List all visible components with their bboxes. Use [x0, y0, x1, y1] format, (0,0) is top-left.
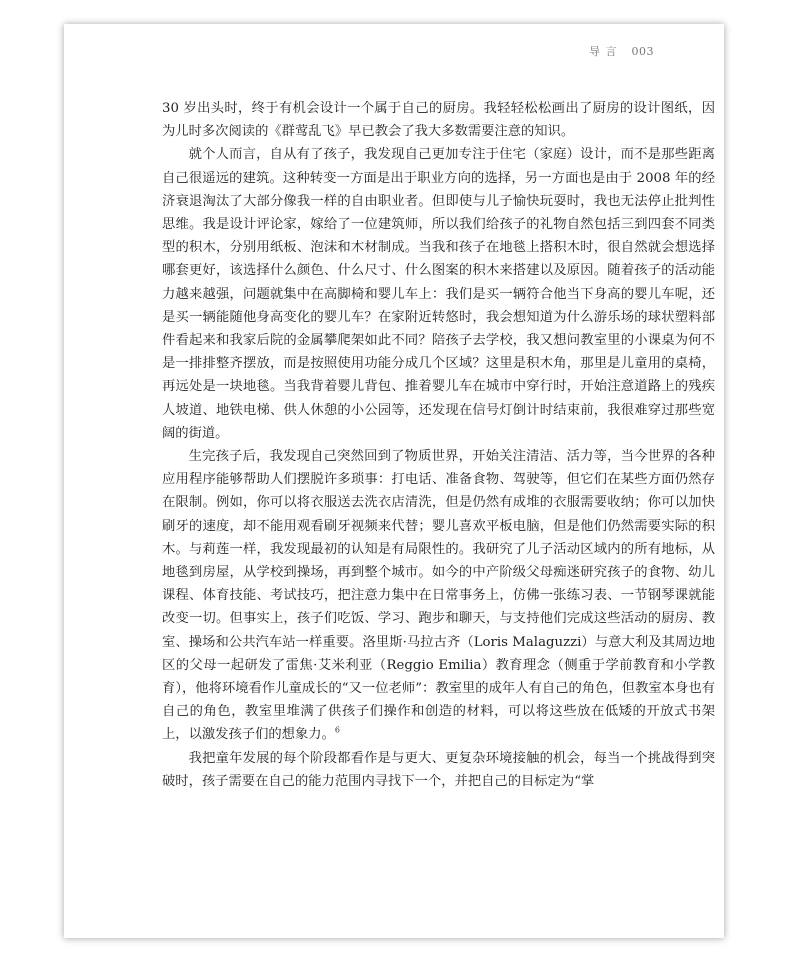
running-head	[589, 43, 654, 59]
book-page	[64, 24, 724, 938]
paragraph-3-text: 生完孩子后，我发现自己突然回到了物质世界，开始关注清洁、活力等，当今世界的各种应用程序能够帮助人们摆脱许多琐事：打电话、准备食物、驾驶等，但它们在某些方面仍然存在限制。例如，你可以将衣服送去洗衣店清洗，但是仍然有成堆的衣服需要收纳；你可以加快刷牙的速度，却不能用观看刷牙视频来代替；婴儿喜欢平板电脑，但是他们仍然需要实际的积木。与莉莲一样，我发现最初的认知是有局限性的。我研究了儿子活动区域内的所有地标，从地毯到房屋，从学校到操场，再到整个城市。如今的中产阶级父母痴迷研究孩子的食物、幼儿课程、体育技能、考试技巧，把注意力集中在日常事务上，仿佛一张练习表、一节钢琴课就能改变一切。但事实上，孩子们吃饭、学习、跑步和聊天，与支持他们完成这些活动的厨房、教室、操场和公共汽车站一样重要。洛里斯·马拉古齐（Loris Malaguzzi）与意大利及其周边地区的父母一起研发了雷焦·艾米利亚（Reggio Emilia）教育理念（侧重于学前教育和小学教育），他将环境看作儿童成长的“又一位老师”：教室里的成年人有自己的角色，但教室本身也有自己的角色，教室里堆满了供孩子们操作和创造的材料，可以将这些放在低矮的开放式书架上，以激发孩子们的想象力。	[162, 449, 715, 743]
running-head-section: 导 言	[589, 45, 618, 58]
paragraph-3	[162, 445, 715, 747]
body-text	[162, 97, 715, 793]
paragraph-1: 30 岁出头时，终于有机会设计一个属于自己的厨房。我轻轻松松画出了厨房的设计图纸，因为儿时多次阅读的《群莺乱飞》早已教会了我大多数需要注意的知识。	[162, 101, 715, 140]
footnote-reference: 6	[334, 726, 340, 736]
paragraph-2: 就个人而言，自从有了孩子，我发现自己更加专注于住宅（家庭）设计，而不是那些距离自己很遥远的建筑。这种转变一方面是出于职业方向的选择，另一方面也是由于 2008 年的经济衰退淘汰了大部分像我一样的自由职业者。但即使与儿子愉快玩耍时，我也无法停止批判性思维。我是设计评论家，嫁给了一位建筑师，所以我们给孩子的礼物自然包括三到四套不同类型的积木，分别用纸板、泡沫和木材制成。当我和孩子在地毯上搭积木时，很自然就会想选择哪套更好，该选择什么颜色、什么尺寸、什么图案的积木来搭建以及原因。随着孩子的活动能力越来越强，问题就集中在高脚椅和婴儿车上：我们是买一辆符合他当下身高的婴儿车呢，还是买一辆能随他身高变化的婴儿车？在家附近转悠时，我会想知道为什么游乐场的球状塑料部件看起来和我家后院的金属攀爬架如此不同？陪孩子去学校，我又想问教室里的小课桌为何不是一排排整齐摆放，而是按照使用功能分成几个区域？这里是积木角，那里是儿童用的桌椅，再远处是一块地毯。当我背着婴儿背包、推着婴儿车在城市中穿行时，开始注意道路上的残疾人坡道、地铁电梯、供人休憩的小公园等，还发现在信号灯倒计时结束前，我很难穿过那些宽阔的街道。	[162, 147, 715, 441]
paragraph-4: 我把童年发展的每个阶段都看作是与更大、更复杂环境接触的机会，每当一个挑战得到突破时，孩子需要在自己的能力范围内寻找下一个，并把自己的目标定为“掌	[162, 750, 715, 789]
page-number: 003	[631, 45, 654, 58]
